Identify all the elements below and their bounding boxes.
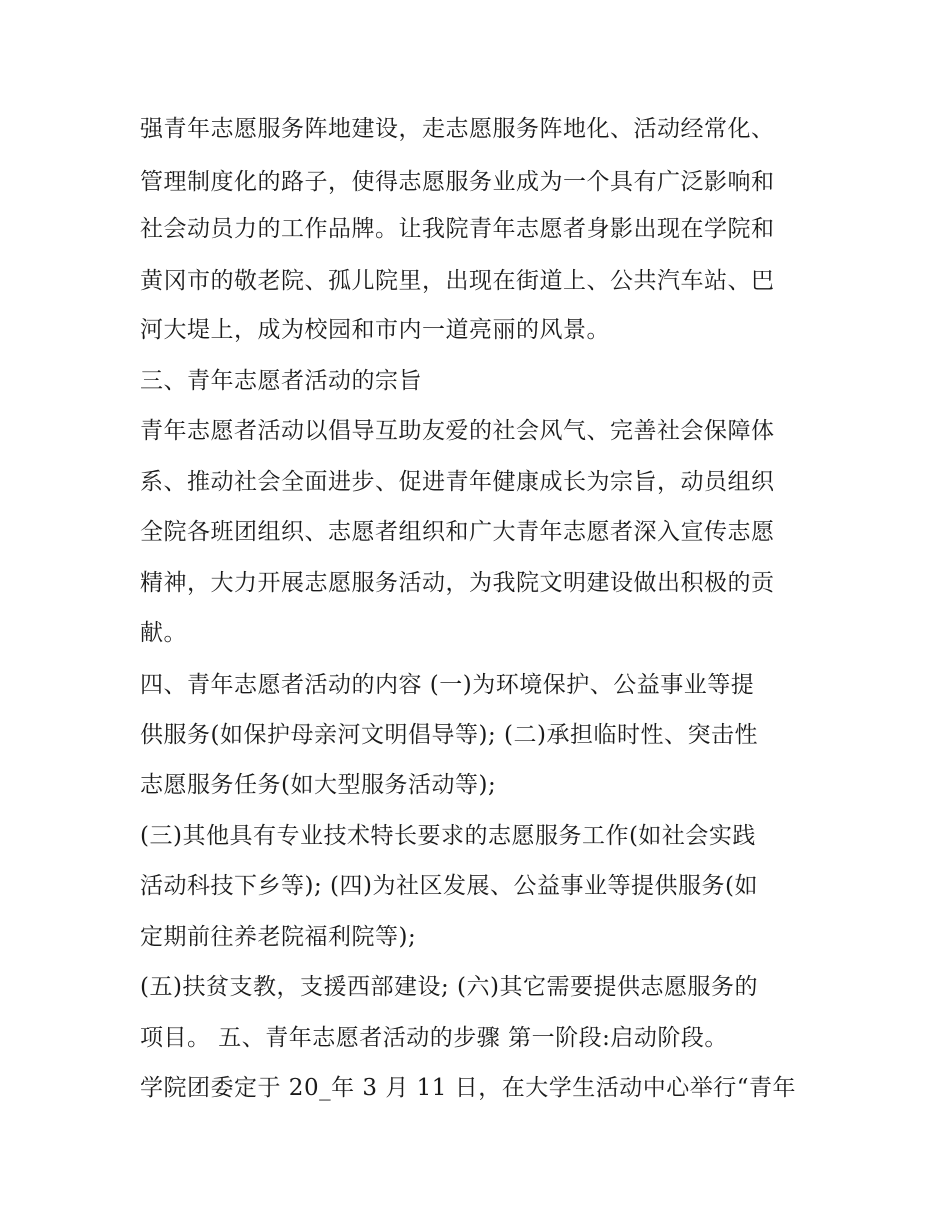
text-line: 强青年志愿服务阵地建设，走志愿服务阵地化、活动经常化、 [140,116,775,142]
text-line: 河大堤上，成为校园和市内一道亮丽的风景。 [140,317,610,343]
text-line: 系、推动社会全面进步、促进青年健康成长为宗旨，动员组织 [140,469,775,495]
text-line: 黄冈市的敬老院、孤儿院里，出现在街道上、公共汽车站、巴 [140,268,775,294]
text-line: 定期前往养老院福利院等); [140,924,417,950]
section-heading: 三、青年志愿者活动的宗旨 [140,368,422,394]
text-line: 学院团委定于 20_年 3 月 11 日，在大学生活动中心举行“青年 [140,1075,796,1101]
text-line: 管理制度化的路子，使得志愿服务业成为一个具有广泛影响和 [140,169,775,195]
text-line: 志愿服务任务(如大型服务活动等); [140,772,497,798]
text-line: 项目。 五、青年志愿者活动的步骤 第一阶段:启动阶段。 [140,1025,728,1051]
section-heading: 四、青年志愿者活动的内容 (一)为环境保护、公益事业等提 [140,672,755,698]
text-line: 活动科技下乡等); (四)为社区发展、公益事业等提供服务(如 [140,873,758,899]
text-line: (五)扶贫支教，支援西部建设; (六)其它需要提供志愿服务的 [140,974,758,1000]
text-line: 全院各班团组织、志愿者组织和广大青年志愿者深入宣传志愿 [140,519,775,545]
text-line: (三)其他具有专业技术特长要求的志愿服务工作(如社会实践 [140,823,756,849]
text-line: 精神，大力开展志愿服务活动，为我院文明建设做出积极的贡 [140,570,775,596]
text-line: 献。 [140,620,187,646]
text-line: 社会动员力的工作品牌。让我院青年志愿者身影出现在学院和 [140,216,775,242]
text-line: 供服务(如保护母亲河文明倡导等); (二)承担临时性、突击性 [140,722,758,748]
text-line: 青年志愿者活动以倡导互助友爱的社会风气、完善社会保障体 [140,418,775,444]
